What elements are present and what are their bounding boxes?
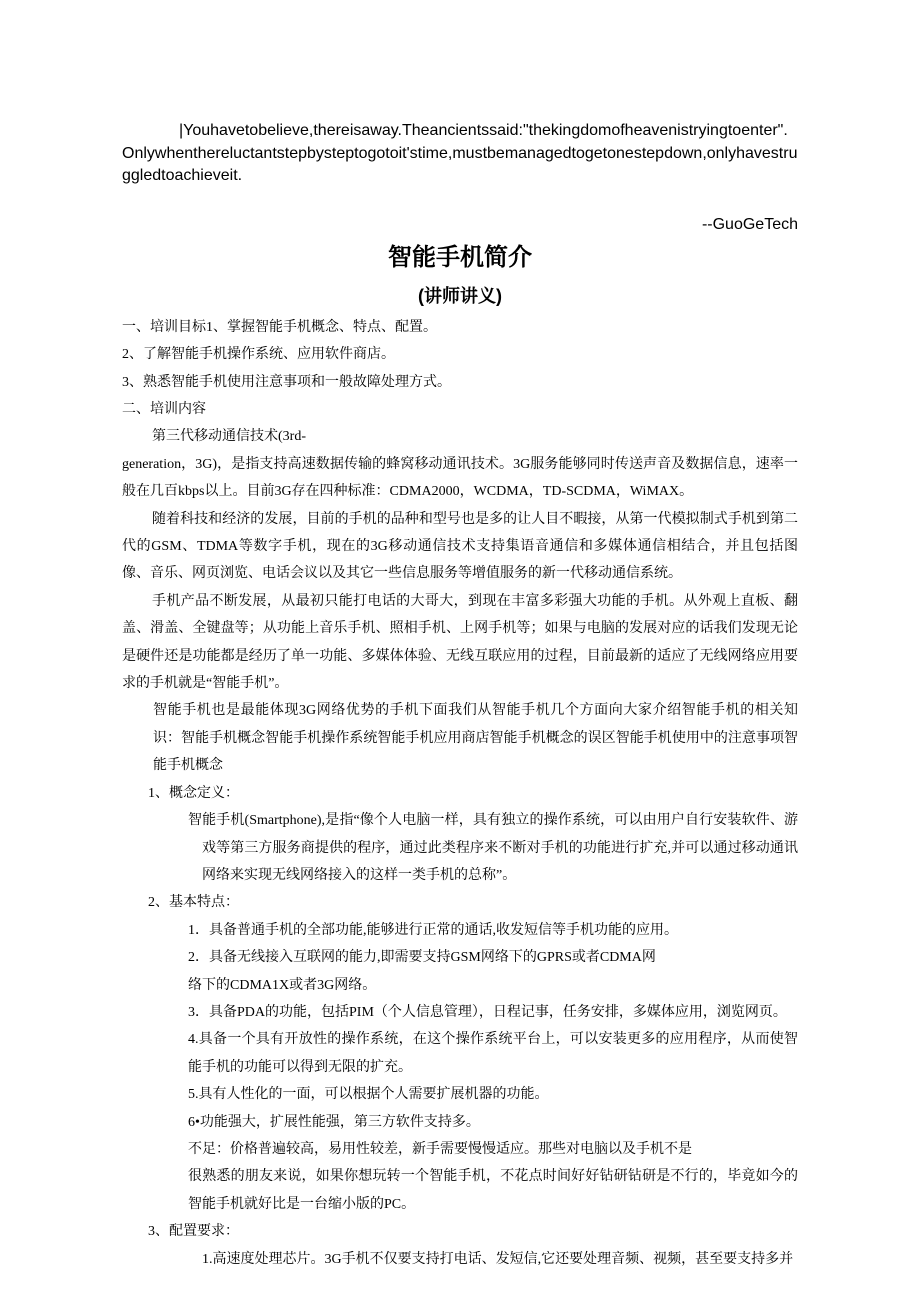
body-list-feature-2-cont: 络下的CDMA1X或者3G网络。 [188,977,377,993]
document-body [122,314,798,1273]
document-title: 智能手机简介 [388,243,532,271]
body-paragraph-tech-development: 随着科技和经济的发展，目前的手机的品种和型号也是多的让人目不暇接，从第一代模拟制式手机到第二代的GSM、TDMA等数字手机，现在的3G移动通信技术支持集语音通信和多媒体通信相结合，并且包括图像、音乐、网页浏览、电话会议以及其它一些信息服务等增值服务的新一代移动通信系统。 [122,511,798,582]
body-heading-concept-definition: 1、概念定义： [148,785,239,801]
body-paragraph-goal-2: 2、了解智能手机操作系统、应用软件商店。 [122,347,395,363]
body-list-feature-6: 6•功能强大，扩展性能强，第三方软件支持多。 [188,1114,480,1130]
body-heading-basic-features: 2、基本特点： [148,895,239,911]
body-list-feature-5: 5.具有人性化的一面，可以根据个人需要扩展机器的功能。 [188,1087,549,1103]
document-subtitle: (讲师讲义) [418,285,502,306]
body-paragraph-training-goal: 一、培训目标1、掌握智能手机概念、特点、配置。 [122,319,437,335]
body-paragraph-3g-intro-2: generation，3G)，是指支持高速数据传输的蜂窝移动通讯技术。3G服务能够同时传送声音及数据信息，速率一般在几百kbps以上。目前3G存在四种标准：CDMA2000，WCDMA，TD-SCDMA，WiMAX。 [122,456,798,500]
body-paragraph-topics-overview: 智能手机也是最能体现3G网络优势的手机下面我们从智能手机几个方面向大家介绍智能手机的相关知识：智能手机概念智能手机操作系统智能手机应用商店智能手机概念的误区智能手机使用中的注意事项智能手机概念 [153,703,798,774]
body-list-feature-3: 3．具备PDA的功能，包括PIM（个人信息管理），日程记事，任务安排，多媒体应用，浏览网页。 [188,1004,787,1020]
body-paragraph-phone-evolution: 手机产品不断发展，从最初只能打电话的大哥大，到现在丰富多彩强大功能的手机。从外观上直板、翻盖、滑盖、全键盘等；从功能上音乐手机、照相手机、上网手机等；如果与电脑的发展对应的话我们发现无论是硬件还是功能都是经历了单一功能、多媒体体验、无线互联应用的过程，目前最新的适应了无线网络应用要求的手机就是“智能手机”。 [122,593,798,692]
body-paragraph-smartphone-def: 智能手机(Smartphone),是指“像个人电脑一样，具有独立的操作系统，可以由用户自行安装软件、游戏等第三方服务商提供的程序，通过此类程序来不断对手机的功能进行扩充,并可以通过移动通讯网络来实现无线网络接入的这样一类手机的总称”。 [188,813,798,883]
body-paragraph-high-speed-chip: 1.高速度处理芯片。3G手机不仅要支持打电话、发短信,它还要处理音频、视频，甚至要支持多并 [202,1251,794,1267]
opening-quote: |Youhavetobelieve,thereisaway.Theancientssaid:"thekingdomofheavenistryingtoenter".Onlywhenthereluctantstepbysteptogotoit'stime,mustbemanagedtogetonestepdown,onlyhavestruggledtoachieveit. [122,122,798,185]
body-paragraph-shortcomings-1: 不足：价格普遍较高，易用性较差，新手需要慢慢适应。那些对电脑以及手机不是 [188,1141,692,1157]
body-list-feature-2: 2．具备无线接入互联网的能力,即需要支持GSM网络下的GPRS或者CDMA网 [188,950,656,966]
attribution-line: --GuoGeTech [701,215,798,233]
body-list-feature-4: 4.具备一个具有开放性的操作系统，在这个操作系统平台上，可以安装更多的应用程序，从而使智能手机的功能可以得到无限的扩充。 [188,1032,798,1075]
body-heading-config-requirements: 3、配置要求： [148,1224,239,1240]
body-paragraph-goal-3: 3、熟悉智能手机使用注意事项和一般故障处理方式。 [122,374,451,390]
body-paragraph-3g-intro-1: 第三代移动通信技术(3rd- [152,429,306,445]
body-paragraph-training-content: 二、培训内容 [122,402,206,417]
body-list-feature-1: 1．具备普通手机的全部功能,能够进行正常的通话,收发短信等手机功能的应用。 [188,922,678,938]
body-paragraph-shortcomings-2: 很熟悉的朋友来说，如果你想玩转一个智能手机，不花点时间好好钻研钻研是不行的，毕竟如今的智能手机就好比是一台缩小版的PC。 [188,1169,798,1212]
